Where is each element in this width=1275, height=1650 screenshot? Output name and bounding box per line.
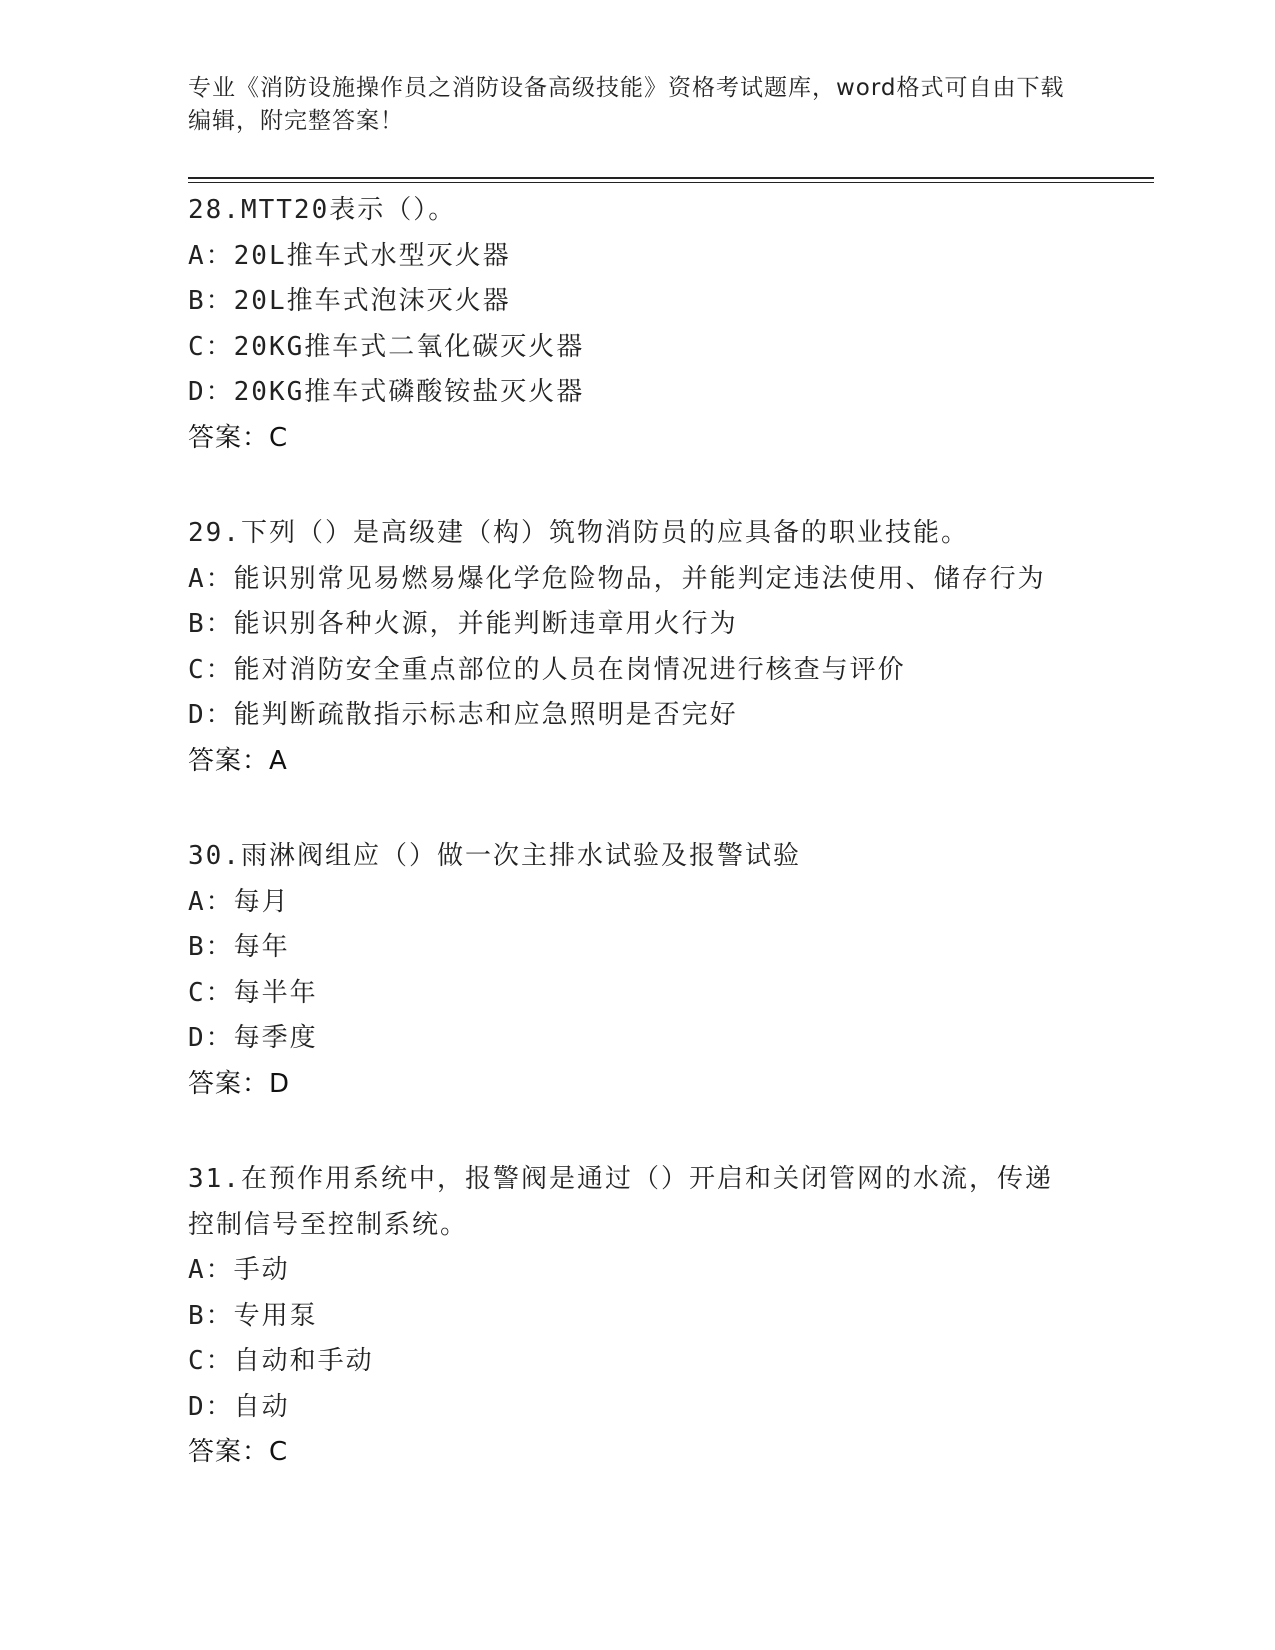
question-30: [188, 834, 1088, 1107]
answer-line: 答案：C: [188, 1437, 289, 1467]
option-a: A：能识别常见易燃易爆化学危险物品，并能判定违法使用、储存行为: [188, 563, 1046, 594]
header-rule-thick: [188, 177, 1154, 179]
header-rule-thin: [188, 182, 1154, 183]
option-d: D：每季度: [188, 1023, 318, 1053]
option-c: C：自动和手动: [188, 1346, 374, 1376]
option-c: C：能对消防安全重点部位的人员在岗情况进行核查与评价: [188, 654, 906, 685]
answer-line: 答案：C: [188, 422, 289, 453]
option-b: B：能识别各种火源，并能判断违章用火行为: [188, 609, 738, 639]
question-31: [188, 1157, 1088, 1476]
question-stem: 28.MTT20表示（）。: [188, 195, 457, 225]
option-a: A：每月: [188, 886, 290, 917]
question-list: [188, 188, 1088, 1526]
question-28: [188, 188, 1088, 461]
question-29: [188, 511, 1088, 784]
option-d: D：20KG推车式磷酸铵盐灭火器: [188, 377, 585, 407]
question-stem: 29.下列（）是高级建（构）筑物消防员的应具备的职业技能。: [188, 518, 969, 548]
option-d: D：能判断疏散指示标志和应急照明是否完好: [188, 700, 738, 730]
answer-line: 答案：A: [188, 745, 288, 776]
question-stem: 31.在预作用系统中，报警阀是通过（）开启和关闭管网的水流，传递控制信号至控制系统。: [188, 1164, 1053, 1240]
option-b: B：每年: [188, 932, 290, 962]
option-b: B：20L推车式泡沫灭火器: [188, 286, 511, 316]
answer-line: 答案：D: [188, 1068, 291, 1099]
option-b: B：专用泵: [188, 1300, 318, 1331]
question-stem: 30.雨淋阀组应（）做一次主排水试验及报警试验: [188, 841, 801, 871]
option-d: D：自动: [188, 1391, 290, 1422]
option-c: C：20KG推车式二氧化碳灭火器: [188, 331, 585, 362]
option-a: A：20L推车式水型灭火器: [188, 240, 511, 271]
option-a: A：手动: [188, 1255, 290, 1285]
option-c: C：每半年: [188, 977, 318, 1008]
document-header: 专业《消防设施操作员之消防设备高级技能》资格考试题库，word格式可自由下载编辑，附完整答案！: [188, 75, 1065, 134]
